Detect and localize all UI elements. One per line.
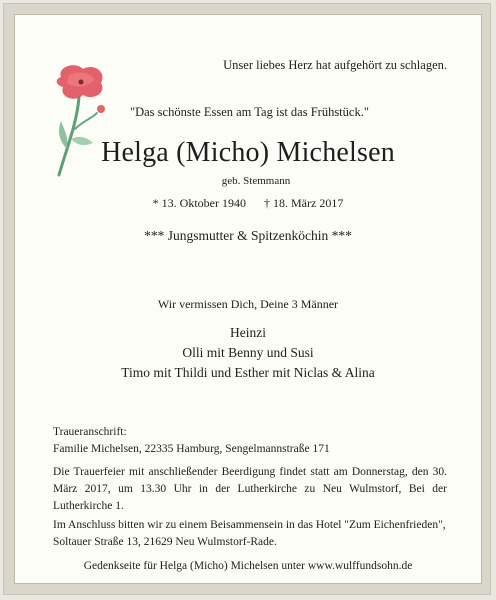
mourning-address: Familie Michelsen, 22335 Hamburg, Sengelmannstraße 171 bbox=[53, 443, 330, 455]
memorial-page-link[interactable]: Gedenkseite für Helga (Micho) Michelsen unter www.wulffundsohn.de bbox=[83, 560, 413, 572]
birth-name: geb. Stemmann bbox=[221, 175, 291, 187]
quote: "Das schönste Essen am Tag ist das Frühstück." bbox=[130, 105, 369, 119]
obituary-card bbox=[14, 14, 482, 584]
funeral-details: Die Trauerfeier mit anschließender Beerdigung findet statt am Donnerstag, den 30. März 2017, um 13.30 Uhr in der Lutherkirche zu Neu Wulmstorf, Bei der Lutherkirche 1. bbox=[53, 466, 447, 512]
heading-line: Unser liebes Herz hat aufgehört zu schlagen. bbox=[223, 58, 447, 72]
notice-frame bbox=[3, 3, 491, 595]
mourners-line: Wir vermissen Dich, Deine 3 Männer bbox=[157, 297, 339, 311]
death-date: † 18. März 2017 bbox=[264, 196, 344, 210]
motto: *** Jungsmutter & Spitzenköchin *** bbox=[144, 228, 352, 243]
family-member-line: Timo mit Thildi und Esther mit Niclas & Alina bbox=[121, 365, 375, 380]
life-dates bbox=[15, 196, 481, 211]
family-member-line: Heinzi bbox=[230, 325, 266, 340]
family-member-line: Olli mit Benny und Susi bbox=[182, 345, 314, 360]
reception-details: Im Anschluss bitten wir zu einem Beisammensein in das Hotel "Zum Eichenfrieden", Soltauer Straße 13, 21629 Neu Wulmstorf-Rade. bbox=[53, 519, 446, 548]
address-label: Traueranschrift: bbox=[53, 426, 127, 438]
deceased-name: Helga (Micho) Michelsen bbox=[101, 137, 395, 168]
birth-date: * 13. Oktober 1940 bbox=[152, 196, 246, 210]
